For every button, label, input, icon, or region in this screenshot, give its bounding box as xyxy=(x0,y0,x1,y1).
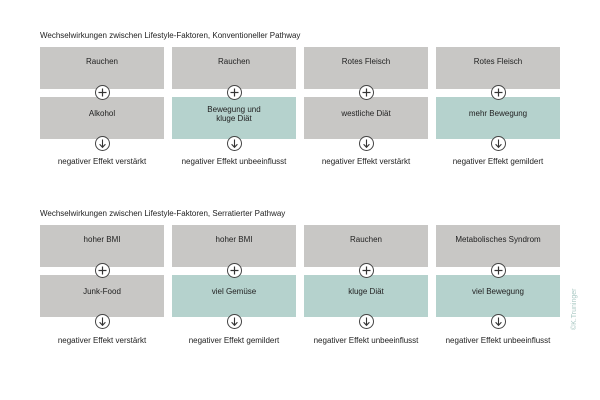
factor-label: Rauchen xyxy=(217,57,251,67)
arrow-down-glyph xyxy=(492,315,505,328)
arrow-down-circle-icon xyxy=(95,136,110,151)
factor-box-primary xyxy=(436,47,560,89)
factor-label: viel Bewegung xyxy=(471,287,525,297)
factor-box-primary xyxy=(304,225,428,267)
factor-box-secondary xyxy=(304,275,428,317)
plus-circle-icon xyxy=(95,263,110,278)
copyright-credit: ©K.Truninger xyxy=(571,288,578,330)
factor-box-primary xyxy=(40,225,164,267)
factor-label: kluge Diät xyxy=(348,287,384,297)
effect-label: negativer Effekt gemildert xyxy=(188,336,280,345)
plus-circle-icon xyxy=(227,85,242,100)
factor-label: Rauchen xyxy=(85,57,119,67)
factor-box-secondary xyxy=(40,97,164,139)
plus-glyph xyxy=(360,86,373,99)
factor-label: Rauchen xyxy=(349,235,383,245)
arrow-down-circle-icon xyxy=(359,136,374,151)
factor-box-secondary xyxy=(172,97,296,139)
plus-circle-icon xyxy=(359,263,374,278)
factor-label: Bewegung und kluge Diät xyxy=(207,104,261,123)
factor-label: westliche Diät xyxy=(341,109,391,119)
factor-box-primary xyxy=(436,225,560,267)
arrow-down-circle-icon xyxy=(227,136,242,151)
factor-label: mehr Bewegung xyxy=(468,109,528,119)
arrow-down-glyph xyxy=(228,137,241,150)
plus-glyph xyxy=(96,264,109,277)
arrow-down-glyph xyxy=(360,137,373,150)
factor-box-secondary xyxy=(436,275,560,317)
factor-label: Junk-Food xyxy=(83,287,121,297)
arrow-down-circle-icon xyxy=(227,314,242,329)
plus-glyph xyxy=(360,264,373,277)
factor-box-secondary xyxy=(172,275,296,317)
factor-box-primary xyxy=(172,47,296,89)
factor-box-primary xyxy=(172,225,296,267)
factor-label: hoher BMI xyxy=(83,235,121,245)
effect-label: negativer Effekt verstärkt xyxy=(321,157,411,166)
arrow-down-glyph xyxy=(360,315,373,328)
effect-label: negativer Effekt verstärkt xyxy=(57,336,147,345)
plus-glyph xyxy=(96,86,109,99)
factor-label: Alkohol xyxy=(88,109,116,119)
arrow-down-glyph xyxy=(96,137,109,150)
arrow-down-glyph xyxy=(492,137,505,150)
factor-box-primary xyxy=(40,47,164,89)
factor-box-secondary xyxy=(40,275,164,317)
arrow-down-glyph xyxy=(96,315,109,328)
factor-label: viel Gemüse xyxy=(211,287,257,297)
effect-label: negativer Effekt unbeeinflusst xyxy=(445,336,551,345)
plus-circle-icon xyxy=(359,85,374,100)
arrow-down-glyph xyxy=(228,315,241,328)
arrow-down-circle-icon xyxy=(491,314,506,329)
plus-glyph xyxy=(228,264,241,277)
plus-glyph xyxy=(492,86,505,99)
factor-box-secondary xyxy=(304,97,428,139)
plus-circle-icon xyxy=(227,263,242,278)
arrow-down-circle-icon xyxy=(95,314,110,329)
factor-box-primary xyxy=(304,47,428,89)
plus-circle-icon xyxy=(491,263,506,278)
factor-label: Rotes Fleisch xyxy=(473,57,523,67)
arrow-down-circle-icon xyxy=(491,136,506,151)
factor-label: hoher BMI xyxy=(215,235,253,245)
factor-label: Metabolisches Syndrom xyxy=(455,235,541,245)
plus-glyph xyxy=(492,264,505,277)
effect-label: negativer Effekt gemildert xyxy=(452,157,544,166)
section-title: Wechselwirkungen zwischen Lifestyle-Faktoren, Serratierter Pathway xyxy=(40,209,286,218)
factor-box-secondary xyxy=(436,97,560,139)
effect-label: negativer Effekt unbeeinflusst xyxy=(313,336,419,345)
effect-label: negativer Effekt unbeeinflusst xyxy=(181,157,287,166)
section-title: Wechselwirkungen zwischen Lifestyle-Faktoren, Konventioneller Pathway xyxy=(40,31,301,40)
factor-label: Rotes Fleisch xyxy=(341,57,391,67)
plus-glyph xyxy=(228,86,241,99)
plus-circle-icon xyxy=(95,85,110,100)
arrow-down-circle-icon xyxy=(359,314,374,329)
effect-label: negativer Effekt verstärkt xyxy=(57,157,147,166)
plus-circle-icon xyxy=(491,85,506,100)
